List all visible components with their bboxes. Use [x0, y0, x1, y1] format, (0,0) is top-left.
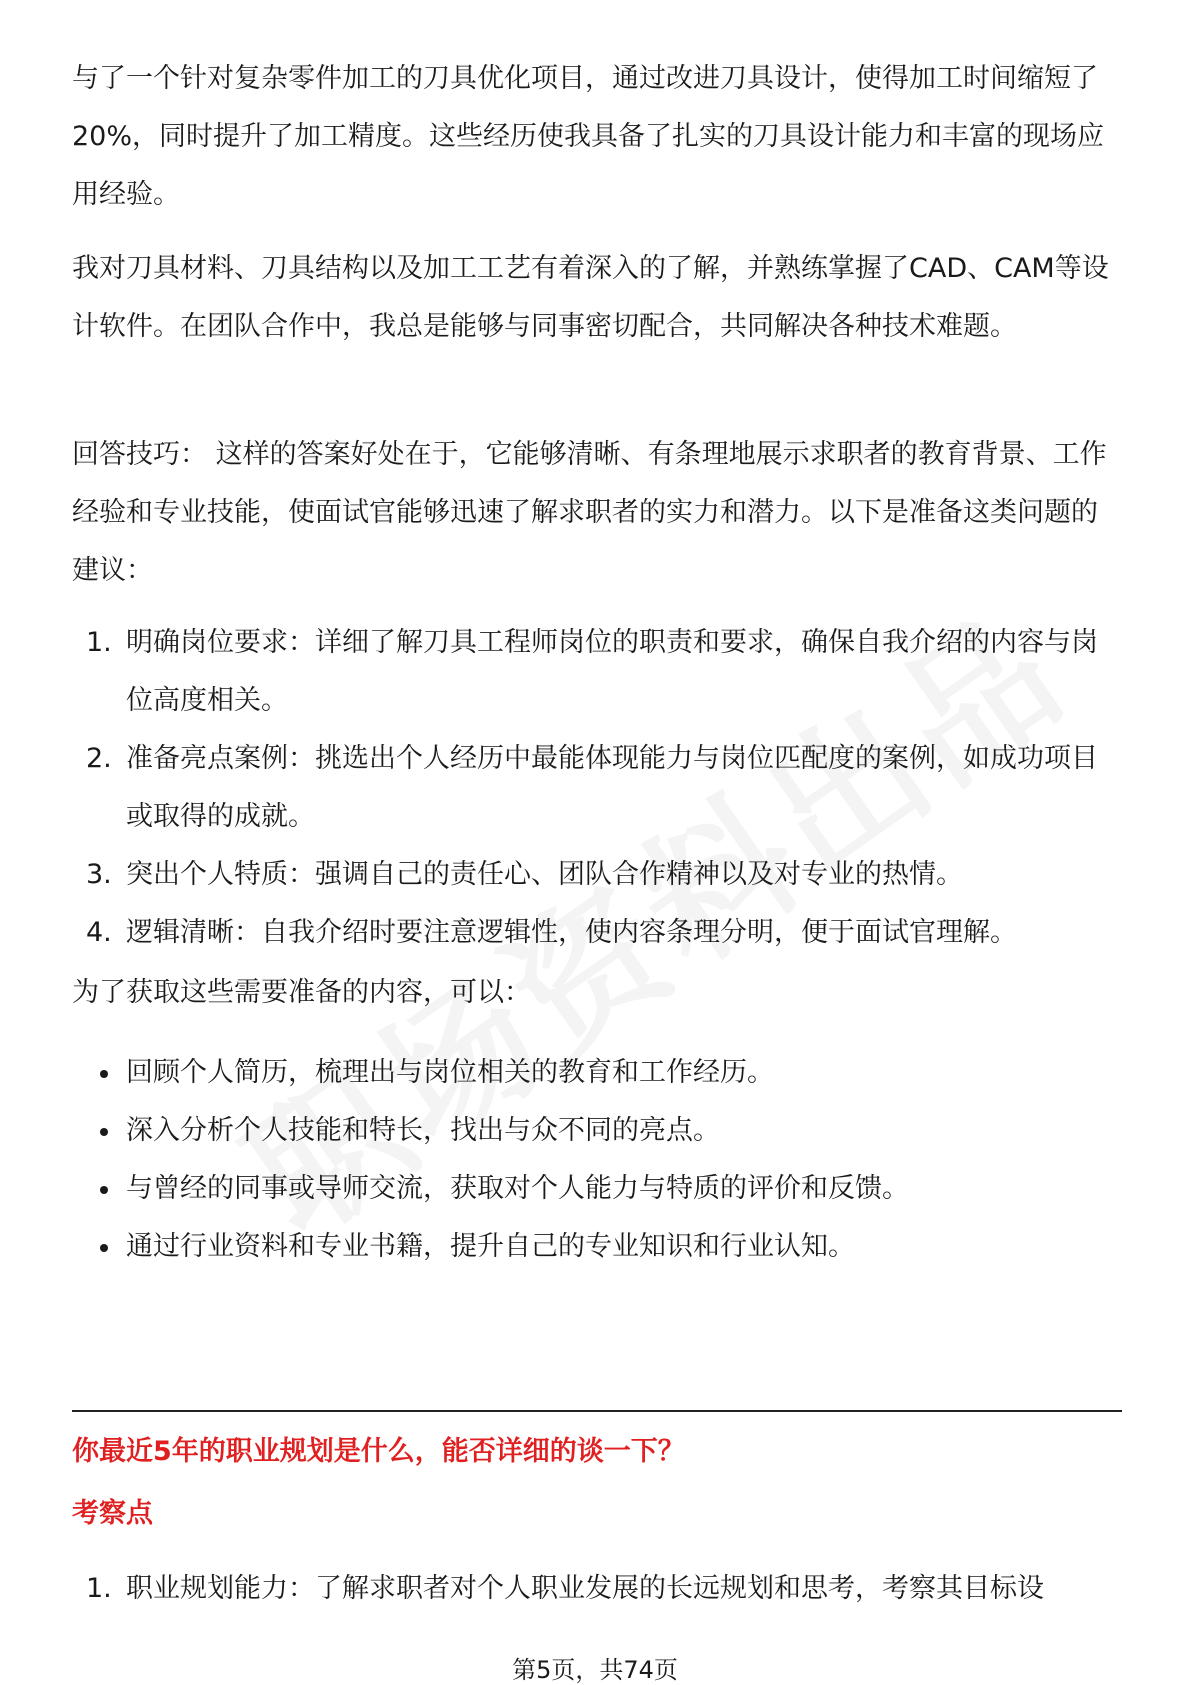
list-item-text: 深入分析个人技能和特长，找出与众不同的亮点。	[126, 1115, 720, 1146]
list-number: 1.	[86, 1573, 112, 1604]
list-item-text: 通过行业资料和专业书籍，提升自己的专业知识和行业认知。	[126, 1231, 855, 1262]
bullet-icon	[100, 1128, 108, 1136]
list-item-text: 逻辑清晰：自我介绍时要注意逻辑性，使内容条理分明，便于面试官理解。	[126, 917, 1017, 948]
paragraph-preparation: 为了获取这些需要准备的内容，可以：	[72, 977, 531, 1008]
list-item	[72, 1160, 1122, 1218]
preparation-bullet-list	[72, 1044, 1122, 1276]
paragraph-project-experience: 与了一个针对复杂零件加工的刀具优化项目，通过改进刀具设计，使得加工时间缩短了20%，同时提升了加工精度。这些经历使我具备了扎实的刀具设计能力和丰富的现场应用经验。	[72, 63, 1105, 210]
points-list	[72, 1560, 1122, 1618]
list-item	[72, 1218, 1122, 1276]
list-item-text: 与曾经的同事或导师交流，获取对个人能力与特质的评价和反馈。	[126, 1173, 909, 1204]
list-item-text: 突出个人特质：强调自己的责任心、团队合作精神以及对专业的热情。	[126, 859, 963, 890]
list-item-text: 准备亮点案例：挑选出个人经历中最能体现能力与岗位匹配度的案例，如成功项目或取得的成就。	[126, 743, 1098, 832]
list-number: 3.	[86, 859, 112, 890]
list-item	[72, 1560, 1122, 1618]
list-item	[72, 1044, 1122, 1102]
list-number: 4.	[86, 917, 112, 948]
paragraph-answer-tips: 回答技巧： 这样的答案好处在于，它能够清晰、有条理地展示求职者的教育背景、工作经验和专业技能，使面试官能够迅速了解求职者的实力和潜力。以下是准备这类问题的建议：	[72, 439, 1107, 586]
page-footer: 第5页，共74页	[512, 1656, 678, 1684]
tips-list	[72, 614, 1122, 962]
list-item-text: 回顾个人简历，梳理出与岗位相关的教育和工作经历。	[126, 1057, 774, 1088]
bullet-icon	[100, 1070, 108, 1078]
bullet-icon	[100, 1186, 108, 1194]
section-divider	[72, 1410, 1122, 1412]
section-label: 考察点	[72, 1498, 153, 1529]
question-heading: 你最近5年的职业规划是什么，能否详细的谈一下？	[72, 1436, 685, 1467]
list-item	[72, 614, 1122, 730]
list-item	[72, 846, 1122, 904]
list-number: 2.	[86, 743, 112, 774]
bullet-icon	[100, 1244, 108, 1252]
list-item	[72, 1102, 1122, 1160]
paragraph-skills: 我对刀具材料、刀具结构以及加工工艺有着深入的了解，并熟练掌握了CAD、CAM等设计软件。在团队合作中，我总是能够与同事密切配合，共同解决各种技术难题。	[72, 253, 1109, 342]
list-number: 1.	[86, 627, 112, 658]
list-item	[72, 730, 1122, 846]
list-item	[72, 904, 1122, 962]
list-item-text: 明确岗位要求：详细了解刀具工程师岗位的职责和要求，确保自我介绍的内容与岗位高度相关。	[126, 627, 1098, 716]
list-item-text: 职业规划能力：了解求职者对个人职业发展的长远规划和思考，考察其目标设	[126, 1573, 1044, 1604]
